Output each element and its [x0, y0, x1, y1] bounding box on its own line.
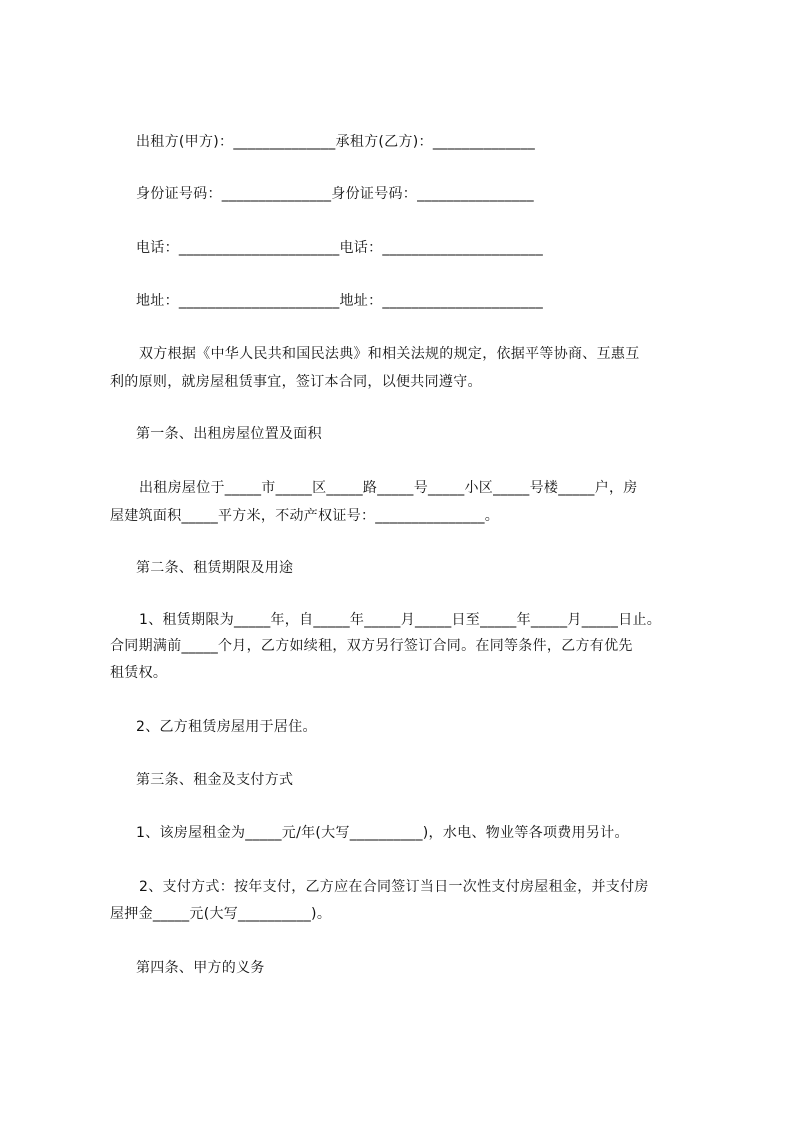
article-2-item-1-line-2: 合同期满前_____个月，乙方如续租，双方另行签订合同。在同等条件，乙方有优先 — [110, 638, 633, 654]
article-3-item-2-line-1: 2、支付方式：按年支付，乙方应在合同签订当日一次性支付房屋租金，并支付房 — [139, 879, 649, 895]
lessor-lessee-line: 出租方(甲方)：______________承租方(乙方)：______________ — [136, 134, 536, 150]
intro-paragraph-line-2: 利的原则，就房屋租赁事宜，签订本合同，以便共同遵守。 — [110, 374, 482, 390]
article-4-title: 第四条、甲方的义务 — [136, 960, 265, 976]
address-line: 地址：______________________地址：______________________ — [136, 293, 543, 309]
article-1-line-2: 屋建筑面积_____平方米，不动产权证号：_______________。 — [110, 508, 500, 524]
article-1-title: 第一条、出租房屋位置及面积 — [136, 426, 322, 442]
intro-paragraph-line-1: 双方根据《中华人民共和国民法典》和相关法规的规定，依据平等协商、互惠互 — [139, 346, 640, 362]
article-3-item-2-line-2: 屋押金_____元(大写__________)。 — [110, 906, 332, 922]
article-3-title: 第三条、租金及支付方式 — [136, 772, 294, 788]
article-3-item-1: 1、该房屋租金为_____元/年(大写__________)，水电、物业等各项费用另计。 — [136, 825, 629, 841]
phone-line: 电话：______________________电话：______________________ — [136, 240, 543, 256]
article-1-line-1: 出租房屋位于_____市_____区_____路_____号_____小区_____号楼_____户，房 — [139, 480, 638, 496]
article-2-item-2: 2、乙方租赁房屋用于居住。 — [136, 719, 317, 735]
article-2-item-1-line-1: 1、租赁期限为_____年，自_____年_____月_____日至_____年_____月_____日止。 — [139, 612, 662, 628]
id-number-line: 身份证号码：_______________身份证号码：________________ — [136, 186, 534, 202]
article-2-item-1-line-3: 租赁权。 — [110, 665, 168, 681]
article-2-title: 第二条、租赁期限及用途 — [136, 560, 294, 576]
